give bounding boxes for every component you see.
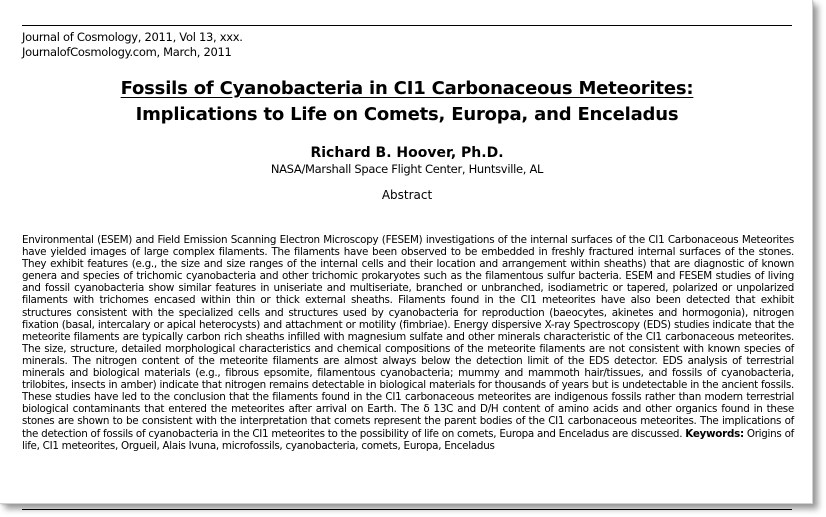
journal-citation: Journal of Cosmology, 2011, Vol 13, xxx. <box>22 30 243 44</box>
journal-header <box>22 30 792 60</box>
author-affiliation: NASA/Marshall Space Flight Center, Huntsville, AL <box>270 162 544 176</box>
author-name: Richard B. Hoover, Ph.D. <box>310 145 504 161</box>
journal-site: JournalofCosmology.com, March, 2011 <box>22 45 232 59</box>
abstract-text: Environmental (ESEM) and Field Emission Scanning Electron Microscopy (FESEM) investigations of the internal surfaces of the CI1 Carbonaceous Meteorites have yielded images of large complex filaments. The filaments have been observed to be embedded in freshly fractured internal surfaces of the stones. They exhibit features (e.g., the size and size ranges of the internal cells and their location and arrangement within sheaths) that are diagnostic of known genera and species of trichomic cyanobacteria and other trichomic prokaryotes such as the filamentous sulfur bacteria. ESEM and FESEM studies of living and fossil cyanobacteria show similar features in uniseriate and multiseriate, branched or unbranched, isodiametric or tapered, polarized or unpolarized filaments with trichomes encased within thin or thick external sheaths. Filaments found in the CI1 meteorites have also been detected that exhibit structures consistent with the specialized cells and structures used by cyanobacteria for reproduction (baeocytes, akinetes and hormogonia), nitrogen fixation (basal, intercalary or apical heterocysts) and attachment or motility (fimbriae). Energy dispersive X-ray Spectroscopy (EDS) studies indicate that the meteorite filaments are typically carbon rich sheaths infilled with magnesium sulfate and other minerals characteristic of the CI1 carbonaceous meteorites. The size, structure, detailed morphological characteristics and chemical compositions of the meteorite filaments are not consistent with known species of minerals. The nitrogen content of the meteorite filaments are almost always below the detection limit of the EDS detector. EDS analysis of terrestrial minerals and biological materials (e.g., fibrous epsomite, filamentous cyanobacteria; mummy and mammoth hair/tissues, and fossils of cyanobacteria, trilobites, insects in amber) indicate that nitrogen remains detectable in biological materials for thousands of years but is undetectable in the ancient fossils. These studies have led to the conclusion that the filaments found in the CI1 carbonaceous meteorites are indigenous fossils rather than modern terrestrial biological contaminants that entered the meteorites after arrival on Earth. The δ 13C and D/H content of amino acids and other organics found in these stones are shown to be consistent with the interpretation that comets represent the parent bodies of the CI1 carbonaceous meteorites. The implications of the detection of fossils of cyanobacteria in the CI1 meteorites to the possibility of life on comets, Europa and Enceladus are discussed. <box>22 234 794 440</box>
top-rule <box>22 25 792 26</box>
document-page <box>22 30 792 497</box>
keywords-text: Origins of life, CI1 meteorites, Orgueil, Alais Ivuna, microfossils, cyanobacteria, comets, Europa, Enceladus <box>22 427 794 452</box>
keywords-label: Keywords: <box>685 427 744 440</box>
abstract-body <box>22 234 794 452</box>
paper-title <box>22 76 792 128</box>
title-line-2: Implications to Life on Comets, Europa, and Enceladus <box>135 104 679 125</box>
bottom-rule <box>22 509 792 510</box>
title-line-1: Fossils of Cyanobacteria in CI1 Carbonaceous Meteorites: <box>120 78 694 99</box>
abstract-heading: Abstract <box>381 188 433 202</box>
